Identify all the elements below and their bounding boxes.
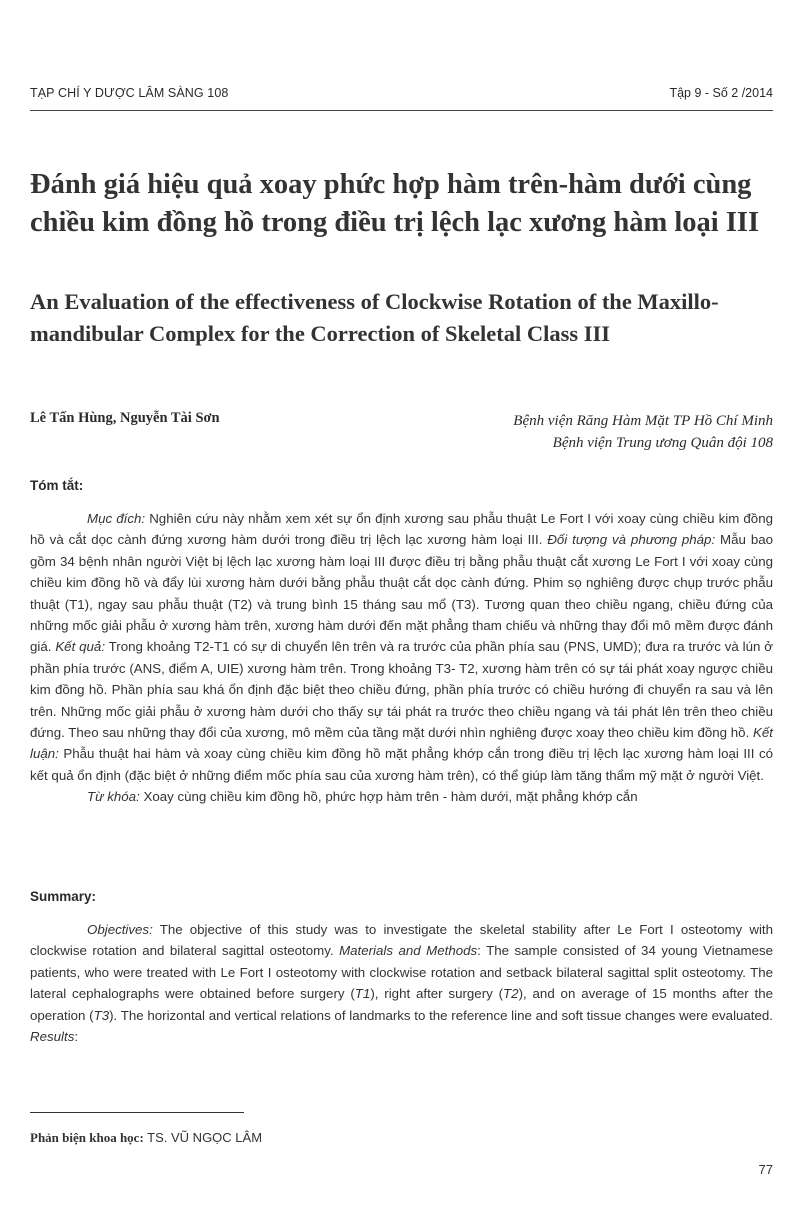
- header-rule: [30, 110, 773, 111]
- objectives-label: Objectives:: [87, 922, 153, 937]
- results-label: Kết quả:: [55, 639, 106, 655]
- keywords-text: Xoay cùng chiều kim đồng hồ, phức hợp hàm trên - hàm dưới, mặt phẳng khớp cắn: [139, 789, 638, 805]
- objective-text: Nghiên cứu này nhằm xem xét sự ổn định xương sau phẫu thuật Le Fort I với xoay cùng chiều kim đồng hồ và cắt dọc cành đứng xương hàm dưới trong điều trị lệch lạc xương hàm loại III.: [30, 511, 773, 548]
- time-point-t3: T3: [93, 1007, 110, 1023]
- affiliation-item: Bệnh viện Trung ương Quân đội 108: [552, 435, 773, 451]
- methods-text: Mẫu bao gồm 34 bệnh nhân người Việt bị lệch lạc xương hàm loại III được điều trị bằng phẫu thuật cắt xương Le Fort I với xoay cùng chiều kim đồng hồ và đẩy lùi xương hàm dưới bằng phẫu thuật cắt dọc cành đứng. Phim sọ nghiêng được chụp trước phẫu thuật (T1), ngay sau phẫu thuật (T2) và trung bình 15 tháng sau mổ (T3). Tương quan theo chiều ngang, chiều đứng của những mốc giải phẫu ở xương hàm trên, xương hàm dưới đến mặt phẳng tham chiếu và những thay đổi mô mềm được đánh giá.: [30, 532, 774, 655]
- conclusion-label: Kết luận:: [30, 725, 773, 762]
- materials-methods-text: : The sample consisted of 34 young Vietnamese patients, who were treated with Le Fort I osteotomy with clockwise rotation and setback bilateral sagittal split osteotomy. The lateral cephalographs were obtained before surgery (: [30, 943, 774, 1002]
- abstract-en-body: [30, 919, 773, 1047]
- abstract-english: [30, 919, 773, 1047]
- time-point-t1: T1: [354, 986, 371, 1002]
- objective-label: Mục đích:: [87, 511, 146, 526]
- results-label-en: Results: [30, 1029, 75, 1045]
- running-header: [30, 82, 773, 104]
- methods-text-part: ), right after surgery (: [370, 986, 504, 1002]
- page-number: 77: [758, 1162, 773, 1177]
- journal-name: TẠP CHÍ Y DƯỢC LÂM SÀNG 108: [30, 86, 229, 100]
- reviewer-footnote: [30, 1130, 262, 1146]
- reviewer-label: Phản biện khoa học:: [30, 1130, 144, 1145]
- abstract-vi-body: [30, 508, 773, 786]
- reviewer-name: TS. VŨ NGỌC LÂM: [143, 1130, 263, 1145]
- abstract-en-heading: Summary:: [30, 889, 97, 904]
- methods-label: Đối tượng và phương pháp:: [547, 532, 716, 548]
- materials-methods-label: Materials and Methods: [339, 943, 478, 959]
- conclusion-text: Phẫu thuật hai hàm và xoay cùng chiều kim đồng hồ mặt phẳng khớp cắn trong điều trị lệch lạc xương hàm loại III có kết quả ổn định (đặc biệt ở những điểm mốc phía sau của xương hàm trên), có thể giúp làm tăng thẩm mỹ mặt ở người Việt.: [30, 746, 773, 783]
- results-text: Trong khoảng T2-T1 có sự di chuyển lên trên và ra trước của phần phía sau (PNS, UMD); đưa ra trước và lún ở phần phía trước (ANS, điểm A, UIE) xương hàm trên. Trong khoảng T3- T2, xương hàm trên có sự tái phát xoay ngược chiều kim đồng hồ. Phần phía sau khá ổn định đặc biệt theo chiều đứng, phần phía trước có chiều hướng đi chuyển ra sau và lên trên. Những mốc giải phẫu ở xương hàm dưới cho thấy sự tái phát ra trước theo chiều ngang và tái phát lên trên theo chiều đứng. Theo sau những thay đổi của xương, mô mềm của tầng mặt dưới nhìn nghiêng được xoay theo chiều kim đồng hồ.: [30, 639, 773, 741]
- objectives-text: The objective of this study was to investigate the skeletal stability after Le Fort I osteotomy with clockwise rotation and bilateral sagittal osteotomy.: [30, 922, 773, 959]
- abstract-vietnamese: [30, 508, 773, 808]
- issue-info: Tập 9 - Số 2 /2014: [669, 86, 773, 100]
- affiliation-list: [513, 410, 773, 454]
- keywords-label: Từ khóa:: [87, 789, 140, 805]
- author-list: Lê Tấn Hùng, Nguyễn Tài Sơn: [30, 410, 220, 426]
- methods-text-part: ). The horizontal and vertical relations of landmarks to the reference line and soft tissue changes were evaluated.: [109, 1007, 773, 1023]
- footnote-rule: [30, 1112, 244, 1113]
- abstract-vi-heading: Tóm tắt:: [30, 478, 84, 493]
- results-colon: :: [74, 1029, 79, 1045]
- time-point-t2: T2: [503, 986, 519, 1002]
- keywords-line: [30, 786, 773, 807]
- article-title-vietnamese: Đánh giá hiệu quả xoay phức hợp hàm trên-hàm dưới cùng chiều kim đồng hồ trong điều trị lệch lạc xương hàm loại III: [30, 169, 760, 238]
- affiliation-item: Bệnh viện Răng Hàm Mặt TP Hồ Chí Minh: [513, 413, 773, 429]
- article-title-english: An Evaluation of the effectiveness of Clockwise Rotation of the Maxillo-mandibular Complex for the Correction of Skeletal Class III: [30, 289, 719, 346]
- methods-text-part: ), and on average of 15 months after the operation (: [30, 986, 774, 1023]
